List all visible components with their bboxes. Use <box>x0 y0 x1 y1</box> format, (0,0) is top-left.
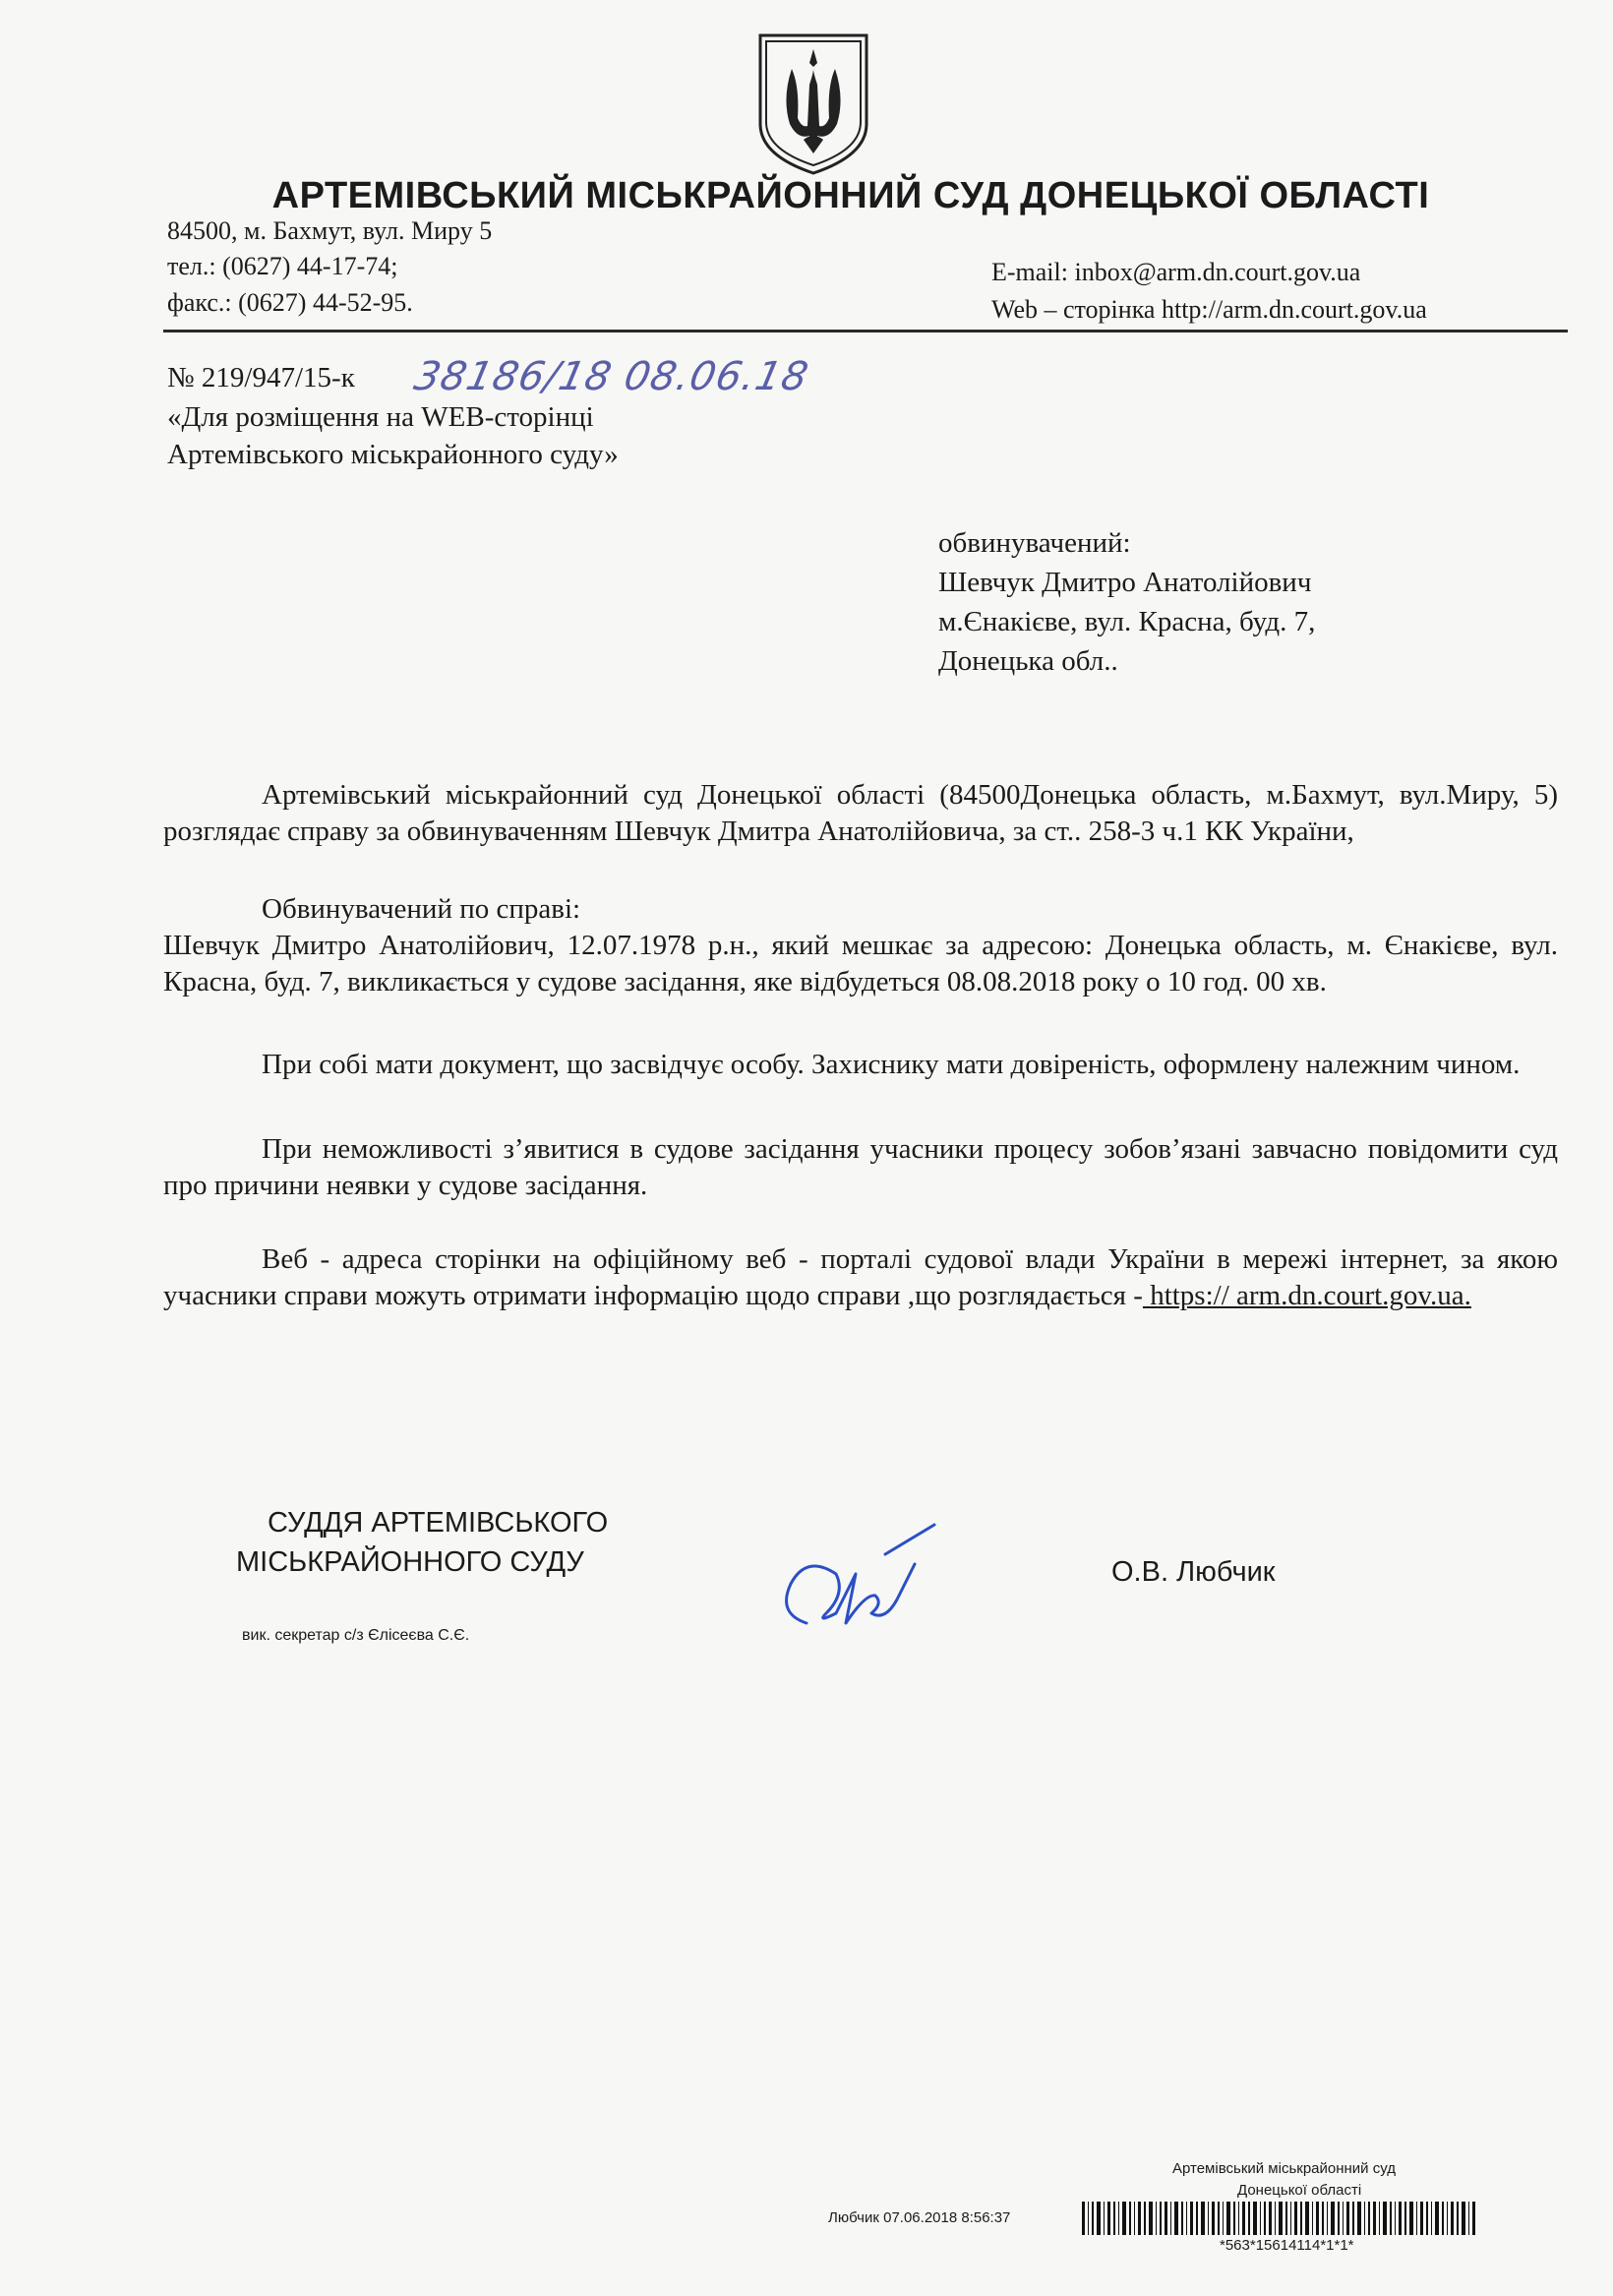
stamp-court-line2: Донецької області <box>1237 2182 1362 2199</box>
paragraph-accused-label: Обвинувачений по справі: <box>262 893 581 925</box>
paragraph-summons: Шевчук Дмитро Анатолійович, 12.07.1978 р.н., який мешкає за адресою: Донецька область, м. Єнакієве, вул. Красна, буд. 7, викликається у судове засідання, яке відбудеться 08.08.2018 року о 10 год. 00 хв. <box>163 930 1558 997</box>
paragraph-absence-notice: При неможливості з’явитися в судове засідання учасники процесу зобов’язані завчасно повідомити суд про причини неявки у судове засідання. <box>163 1133 1558 1201</box>
stamp-court-line1: Артемівський міськрайонний суд <box>1172 2160 1396 2177</box>
court-fax: факс.: (0627) 44-52-95. <box>167 288 413 317</box>
handwritten-signature <box>777 1505 974 1643</box>
paragraph-documents: При собі мати документ, що засвідчує особу. Захиснику мати довіреність, оформлену належним чином. <box>262 1049 1521 1080</box>
paragraph-web-address <box>163 1241 1558 1314</box>
judge-title-line1: СУДДЯ АРТЕМІВСЬКОГО <box>268 1507 609 1539</box>
barcode-icon <box>1082 2202 1475 2235</box>
addressee-address-line1: м.Єнакієве, вул. Красна, буд. 7, <box>938 606 1316 637</box>
body-paragraph-2 <box>163 891 1558 1000</box>
body-paragraph-3 <box>163 1047 1558 1083</box>
body-paragraph-1 <box>163 777 1558 850</box>
handwritten-registration: 38186/18 08.06.18 <box>410 354 813 399</box>
body-paragraph-4 <box>163 1131 1558 1204</box>
ukraine-coat-of-arms-icon <box>752 30 874 177</box>
web-address-text: Веб - адреса сторінки на офіційному веб - порталі судової влади України в мережі інтернет, за якою учасники справи можуть отримати інформацію щодо справи ,що розглядається - <box>163 1243 1558 1311</box>
publication-note-line1: «Для розміщення на WEB-сторінці <box>167 401 594 433</box>
court-address: 84500, м. Бахмут, вул. Миру 5 <box>167 216 493 245</box>
header-divider <box>163 330 1568 332</box>
judge-title-line2: МІСЬКРАЙОННОГО СУДУ <box>236 1546 584 1578</box>
court-email: E-mail: inbox@arm.dn.court.gov.ua <box>991 258 1361 286</box>
registration-stamp: Любчик 07.06.2018 8:56:37 <box>828 2209 1011 2226</box>
barcode-text: *563*15614114*1*1* <box>1220 2237 1354 2254</box>
judge-name: О.В. Любчик <box>1111 1556 1276 1588</box>
publication-note-line2: Артемівського міськрайонного суду» <box>167 439 619 470</box>
body-paragraph-5 <box>163 1241 1558 1314</box>
court-website: Web – сторінка http://arm.dn.court.gov.ua <box>991 295 1427 324</box>
case-number: № 219/947/15-к <box>167 362 355 393</box>
court-website-link[interactable]: https:// arm.dn.court.gov.ua. <box>1142 1280 1471 1311</box>
court-phone: тел.: (0627) 44-17-74; <box>167 252 398 280</box>
court-title: АРТЕМІВСЬКИЙ МІСЬКРАЙОННИЙ СУД ДОНЕЦЬКОЇ ОБЛАСТІ <box>271 175 1430 216</box>
secretary-note: вик. секретар с/з Єлісеєва С.Є. <box>242 1627 470 1644</box>
addressee-role: обвинувачений: <box>938 527 1131 559</box>
addressee-name: Шевчук Дмитро Анатолійович <box>938 567 1312 598</box>
addressee-address-line2: Донецька обл.. <box>938 645 1118 677</box>
paragraph-case-intro: Артемівський міськрайонний суд Донецької області (84500Донецька область, м.Бахмут, вул.Миру, 5) розглядає справу за обвинуваченням Шевчук Дмитра Анатолійовича, за ст.. 258-3 ч.1 КК України, <box>163 779 1558 847</box>
